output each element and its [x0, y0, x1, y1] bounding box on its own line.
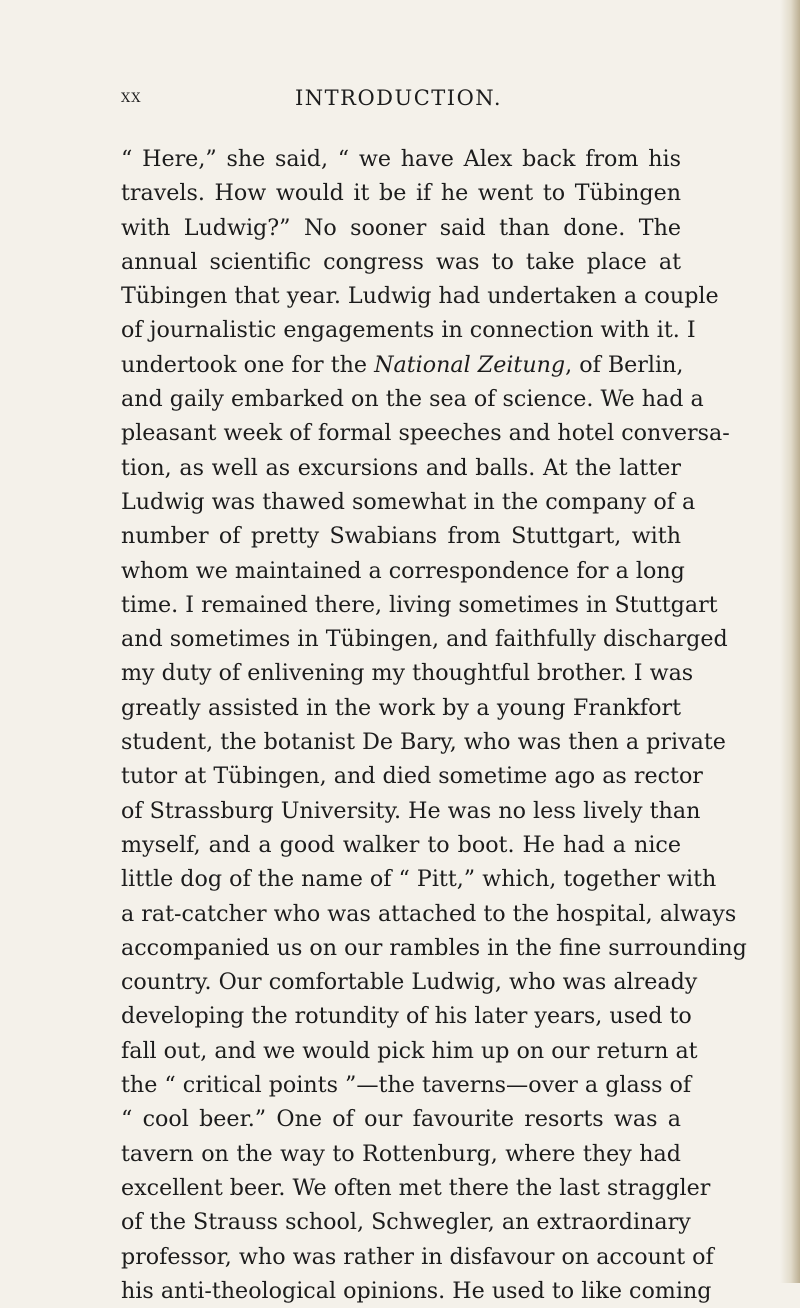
text-line: developing the rotundity of his later years, used to [121, 1003, 692, 1030]
page-number: xx [121, 86, 142, 107]
text-line: myself, and a good walker to boot. He had a nice [121, 831, 681, 858]
text-line: of Strassburg University. He was no less lively than [121, 797, 701, 824]
text-line [121, 348, 684, 382]
text-line: country. Our comfortable Ludwig, who was already [121, 969, 698, 996]
page-edge-shadow [780, 0, 800, 1283]
text-line: my duty of enlivening my thoughtful brother. I was [121, 660, 694, 687]
text-line: tion, as well as excursions and balls. At the latter [121, 454, 681, 481]
text-line: Tübingen that year. Ludwig had undertaken a couple [121, 283, 719, 310]
text-line: time. I remained there, living sometimes in Stuttgart [121, 591, 718, 618]
text-line: with Ludwig?” No sooner said than done. The [121, 214, 681, 241]
text-line-segment: , of Berlin, [565, 351, 684, 378]
text-line-segment: undertook one for the [121, 351, 375, 378]
text-line: annual scientific congress was to take place at [121, 248, 681, 275]
text-line: whom we maintained a correspondence for a long [121, 557, 685, 584]
newspaper-title: National Zeitung [374, 351, 566, 378]
text-line: tutor at Tübingen, and died sometime ago as rector [121, 763, 703, 790]
text-line: his anti-theological opinions. He used to like coming [121, 1277, 712, 1304]
text-line: “ cool beer.” One of our favourite resorts was a [121, 1106, 681, 1133]
text-line: fall out, and we would pick him up on our return at [121, 1037, 698, 1064]
text-line: and sometimes in Tübingen, and faithfully discharged [121, 626, 728, 653]
text-line: student, the botanist De Bary, who was then a private [121, 729, 726, 756]
text-line: “ Here,” she said, “ we have Alex back from his [121, 146, 681, 172]
text-line: greatly assisted in the work by a young Frankfort [121, 694, 681, 721]
text-line: accompanied us on our rambles in the fine surrounding [121, 934, 747, 961]
text-line: excellent beer. We often met there the last straggler [121, 1174, 711, 1201]
text-line: a rat-catcher who was attached to the hospital, always [121, 900, 737, 927]
text-line: Ludwig was thawed somewhat in the company of a [121, 488, 696, 515]
text-line: travels. How would it be if he went to Tübingen [121, 180, 681, 207]
text-line: the “ critical points ”—the taverns—over a glass of [121, 1072, 692, 1099]
text-line: of the Strauss school, Schwegler, an extraordinary [121, 1209, 691, 1236]
page-header [121, 86, 676, 116]
text-line: tavern on the way to Rottenburg, where they had [121, 1140, 681, 1167]
text-line: and gaily embarked on the sea of science. We had a [121, 386, 704, 413]
text-line: pleasant week of formal speeches and hotel conversa- [121, 420, 730, 447]
text-line: of journalistic engagements in connection with it. I [121, 317, 696, 344]
text-line: number of pretty Swabians from Stuttgart, with [121, 523, 681, 550]
running-title: INTRODUCTION. [294, 86, 503, 110]
text-line: professor, who was rather in disfavour on account of [121, 1243, 714, 1270]
text-line: little dog of the name of “ Pitt,” which, together with [121, 866, 717, 893]
body-text [121, 142, 747, 1308]
